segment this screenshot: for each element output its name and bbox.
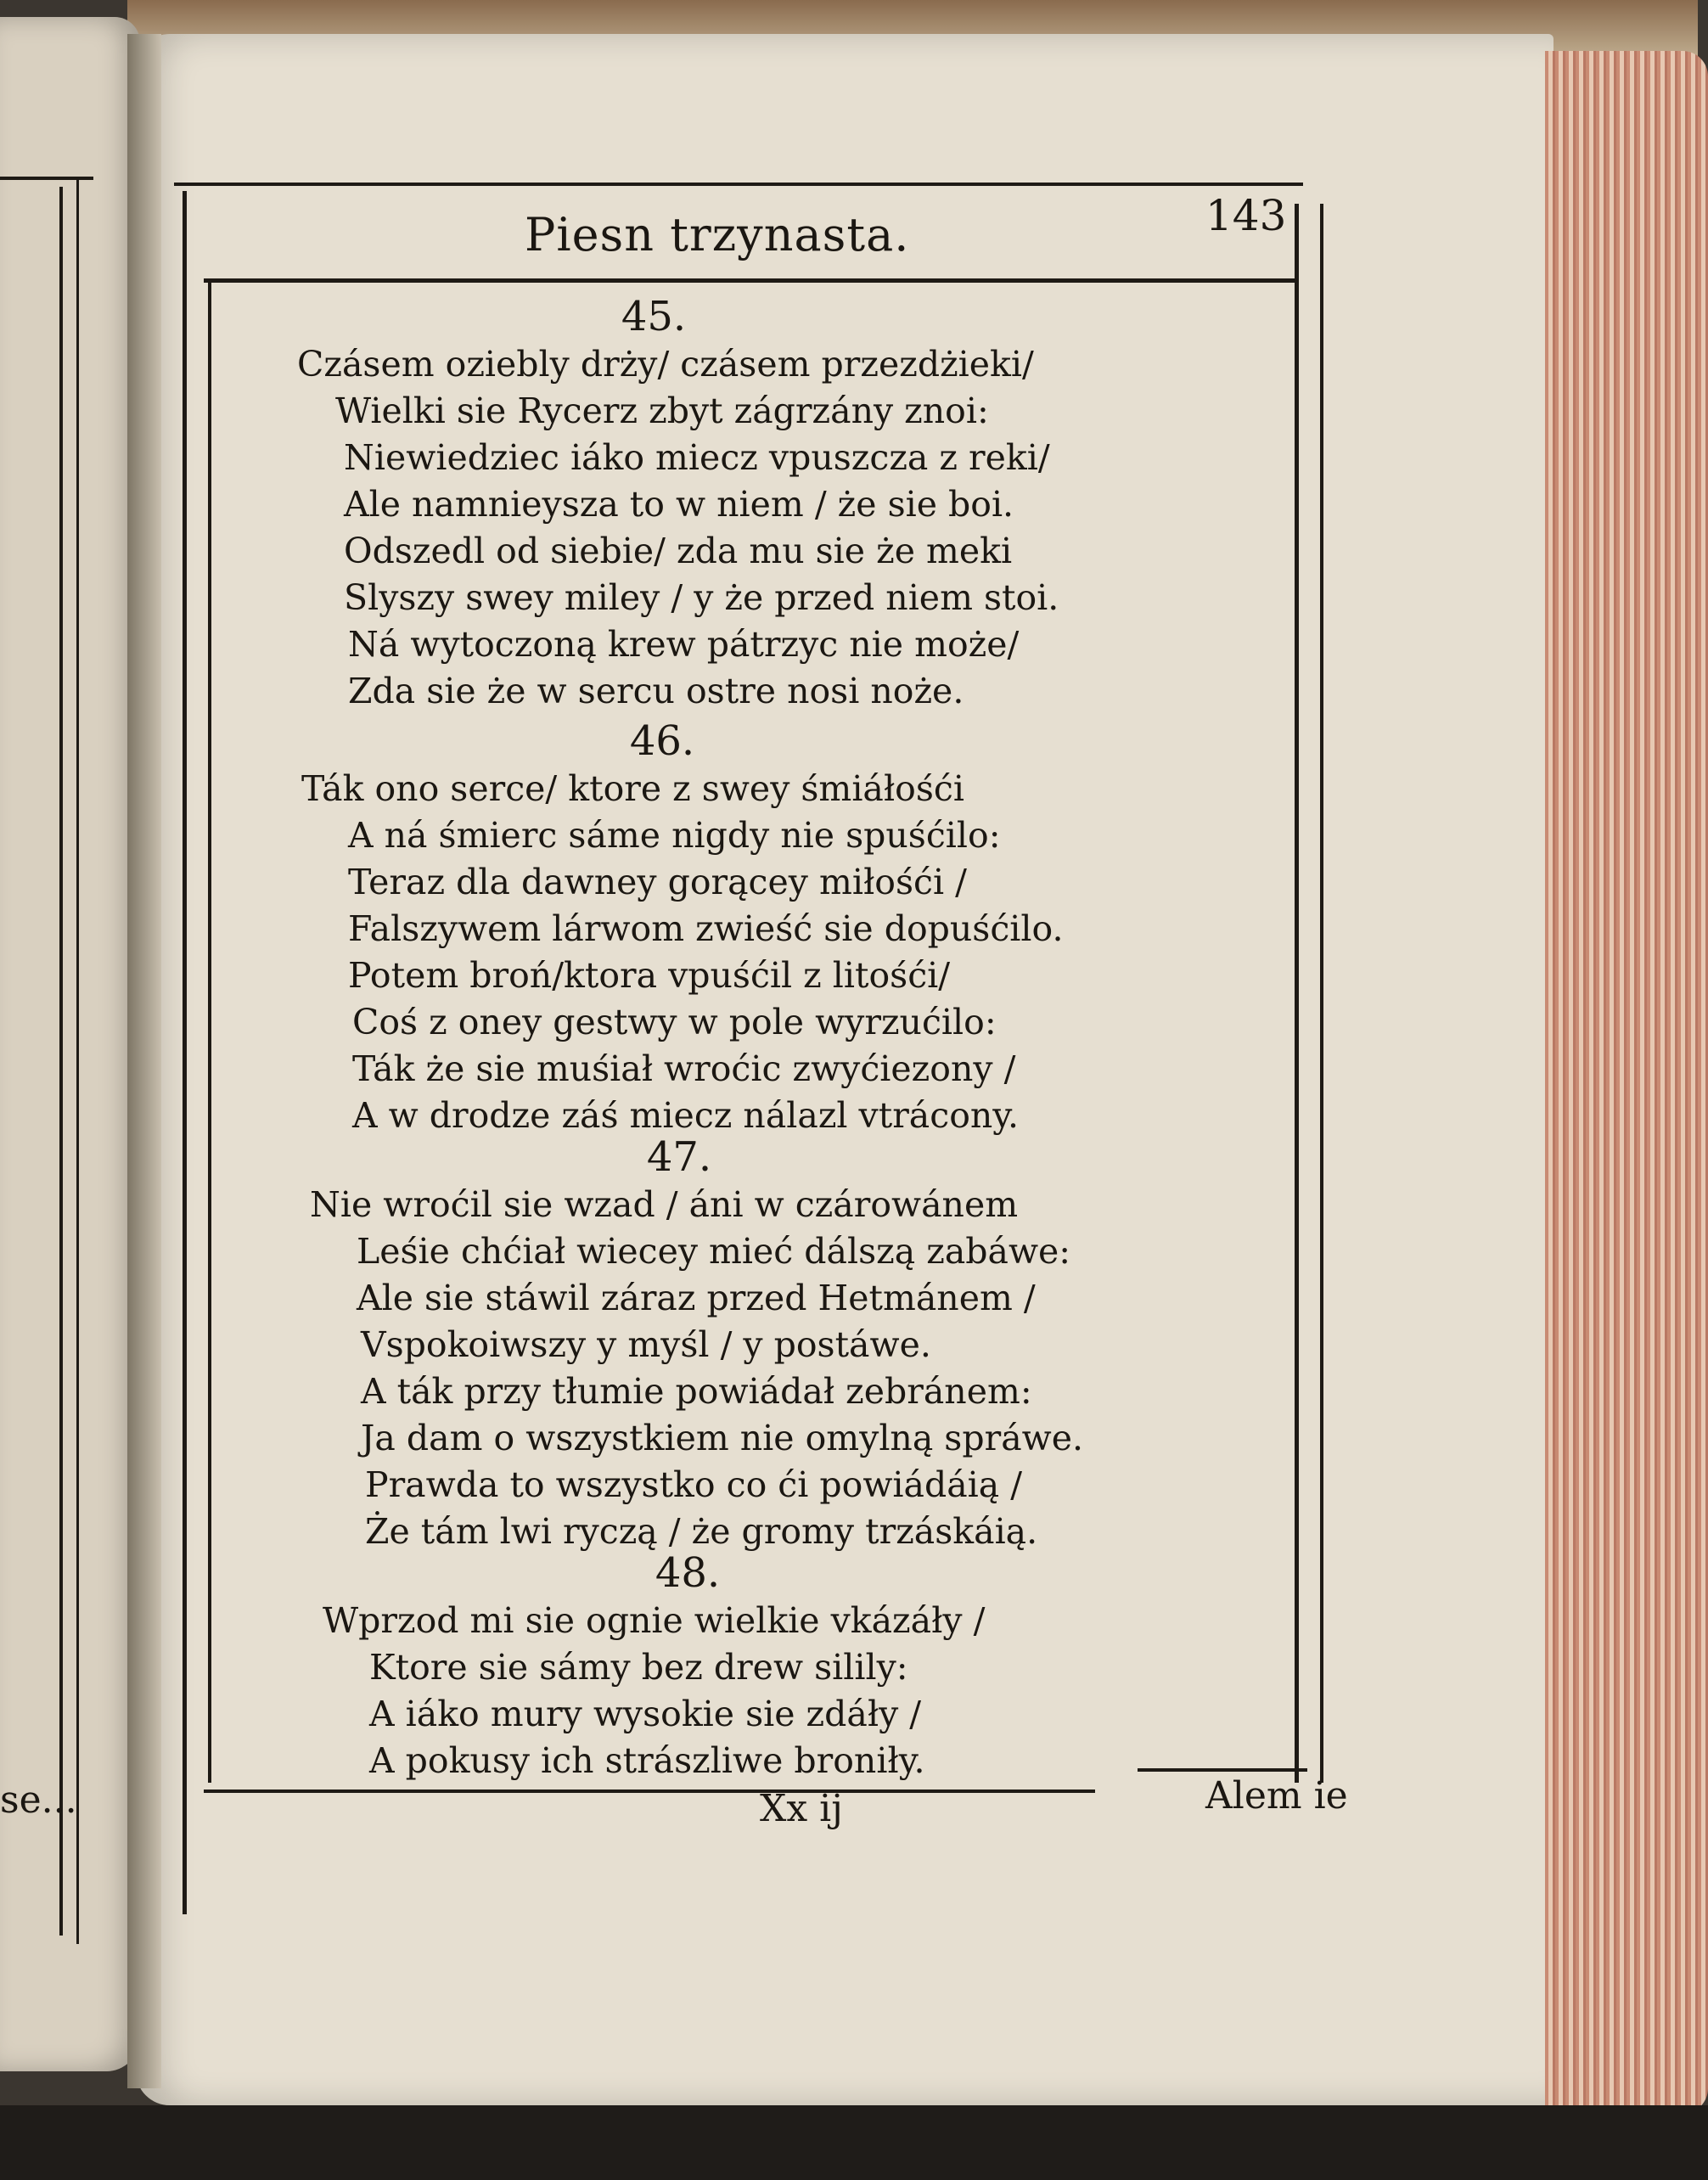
verse-line: Odszedl od siebie/ zda mu sie że meki bbox=[344, 531, 1013, 571]
verse-line: Leśie chćiał wiecey mieć dálszą zabáwe: bbox=[357, 1231, 1071, 1272]
foot-rule-right bbox=[1138, 1768, 1307, 1772]
verse-line: Wielki sie Rycerz zbyt zágrzány znoi: bbox=[335, 390, 989, 431]
verse-line: A ták przy tłumie powiádał zebránem: bbox=[361, 1371, 1032, 1412]
verse-line: Wprzod mi sie ognie wielkie vkázáły / bbox=[323, 1600, 986, 1641]
book-gutter bbox=[127, 34, 161, 2088]
stanza-number: 47. bbox=[646, 1133, 712, 1181]
left-page-frame-rule-inner bbox=[76, 178, 79, 1944]
frame-top-rule bbox=[174, 183, 1303, 186]
verse-line: Że tám lwi ryczą / że gromy trzáskáią. bbox=[365, 1511, 1038, 1552]
frame-left-inner-rule bbox=[208, 280, 211, 1783]
verse-line: Nie wroćil sie wzad / áni w czárowánem bbox=[310, 1184, 1019, 1225]
running-head: Piesn trzynasta. bbox=[525, 208, 910, 261]
verse-line: Prawda to wszystko co ći powiádáią / bbox=[365, 1464, 1023, 1505]
foot-rule bbox=[204, 1790, 1095, 1793]
left-page-frame-rule bbox=[59, 187, 63, 1936]
verse-line: Niewiedziec iáko miecz vpuszcza z reki/ bbox=[344, 437, 1050, 478]
fore-edge-leaves bbox=[1545, 51, 1708, 2114]
verse-line: Vspokoiwszy y myśl / y postáwe. bbox=[361, 1324, 931, 1365]
head-rule bbox=[204, 278, 1299, 283]
stanza-number: 46. bbox=[629, 717, 695, 765]
catchword: Alem ie bbox=[1205, 1774, 1348, 1818]
verse-line: Ná wytoczoną krew pátrzyc nie może/ bbox=[348, 624, 1020, 665]
verse-line: Ktore sie sámy bez drew silily: bbox=[369, 1647, 908, 1688]
frame-left-outer-rule bbox=[183, 191, 187, 1914]
verse-line: Coś z oney gestwy w pole wyrzućilo: bbox=[352, 1002, 997, 1042]
verse-line: Ja dam o wszystkiem nie omylną spráwe. bbox=[361, 1418, 1084, 1458]
verse-line: A w drodze záś miecz nálazl vtrácony. bbox=[352, 1095, 1020, 1136]
stanza-number: 48. bbox=[655, 1549, 721, 1597]
signature-mark: Xx ij bbox=[760, 1787, 843, 1830]
left-page-fragment-text: se... bbox=[0, 1778, 77, 1822]
background-shadow bbox=[0, 2105, 1708, 2180]
left-page-rule bbox=[0, 177, 93, 180]
verse-line: Zda sie że w sercu ostre nosi noże. bbox=[348, 671, 964, 711]
stanza-number: 45. bbox=[621, 293, 687, 340]
verse-line: Falszywem lárwom zwieść sie dopuśćilo. bbox=[348, 908, 1064, 949]
verse-line: Slyszy swey miley / y że przed niem stoi. bbox=[344, 577, 1059, 618]
verse-line: Ták ono serce/ ktore z swey śmiáłośći bbox=[301, 768, 964, 809]
verse-line: Ale namnieysza to w niem / że sie boi. bbox=[344, 484, 1014, 525]
verse-line: Czásem oziebly drży/ czásem przezdżieki/ bbox=[297, 344, 1034, 385]
frame-right-inner-rule bbox=[1295, 204, 1299, 1783]
verse-line: Teraz dla dawney gorącey miłośći / bbox=[348, 862, 967, 902]
page-number: 143 bbox=[1205, 191, 1287, 240]
verse-line: A ná śmierc sáme nigdy nie spuśćilo: bbox=[348, 815, 1001, 856]
verse-line: Potem broń/ktora vpuśćil z litośći/ bbox=[348, 955, 951, 996]
verse-line: Ták że sie muśiał wroćic zwyćiezony / bbox=[352, 1048, 1016, 1089]
left-page-edge bbox=[0, 17, 140, 2071]
verse-line: A iáko mury wysokie sie zdáły / bbox=[369, 1694, 922, 1734]
frame-right-outer-rule bbox=[1320, 204, 1323, 1783]
verse-line: A pokusy ich strászliwe broniły. bbox=[369, 1740, 925, 1781]
verse-line: Ale sie stáwil záraz przed Hetmánem / bbox=[357, 1278, 1036, 1318]
